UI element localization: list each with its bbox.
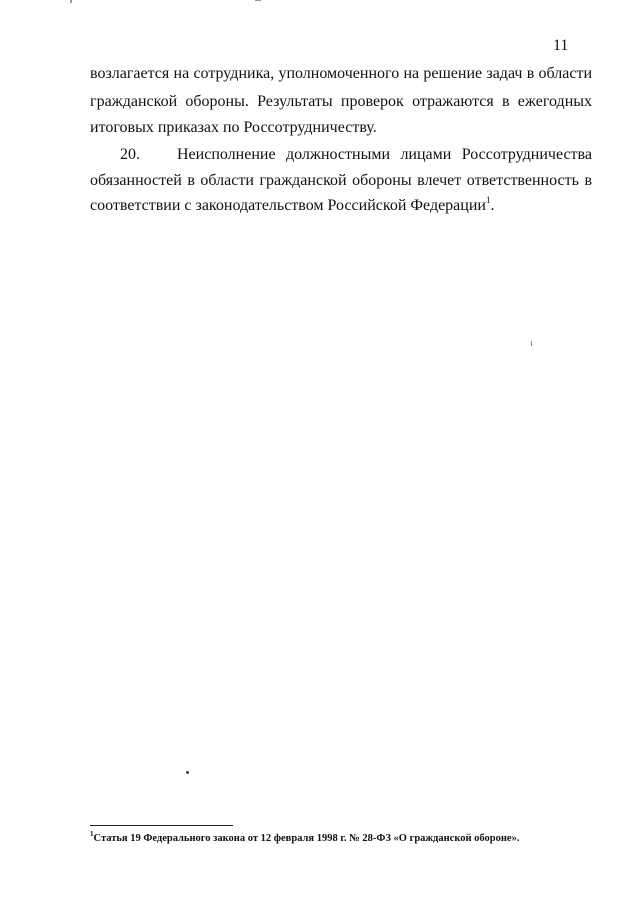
paragraph-19-line: возлагается на сотрудника, уполномоченного на решение задач в области bbox=[90, 65, 592, 82]
footnote-text: Статья 19 Федерального закона от 12 февраля 1998 г. № 28-ФЗ «О гражданской обороне». bbox=[93, 833, 520, 844]
footnote-marker: 1 bbox=[90, 830, 94, 838]
paragraph-20-end: . bbox=[490, 197, 495, 214]
page-number: 11 bbox=[553, 37, 569, 54]
scan-artifact bbox=[70, 0, 72, 3]
footnote-reference: 1 bbox=[485, 195, 491, 205]
scan-artifact bbox=[255, 0, 261, 1]
paragraph-20-number: 20. bbox=[120, 146, 140, 163]
paragraph-20-line: обязанностей в области гражданской обороны влечет ответственность в bbox=[90, 172, 592, 189]
paragraph-20-line bbox=[90, 196, 592, 216]
scan-artifact bbox=[186, 771, 189, 774]
paragraph-20-line: Неисполнение должностными лицами Россотрудничества bbox=[177, 146, 592, 163]
scan-artifact bbox=[531, 341, 532, 346]
footnote bbox=[90, 832, 590, 846]
paragraph-19-line: итоговых приказах по Россотрудничеству. bbox=[90, 119, 377, 136]
paragraph-20-text: соответствии с законодательством Российской Федерации bbox=[90, 197, 486, 214]
paragraph-19-line: гражданской обороны. Результаты проверок отражаются в ежегодных bbox=[90, 93, 592, 110]
footnote-separator bbox=[90, 825, 233, 826]
